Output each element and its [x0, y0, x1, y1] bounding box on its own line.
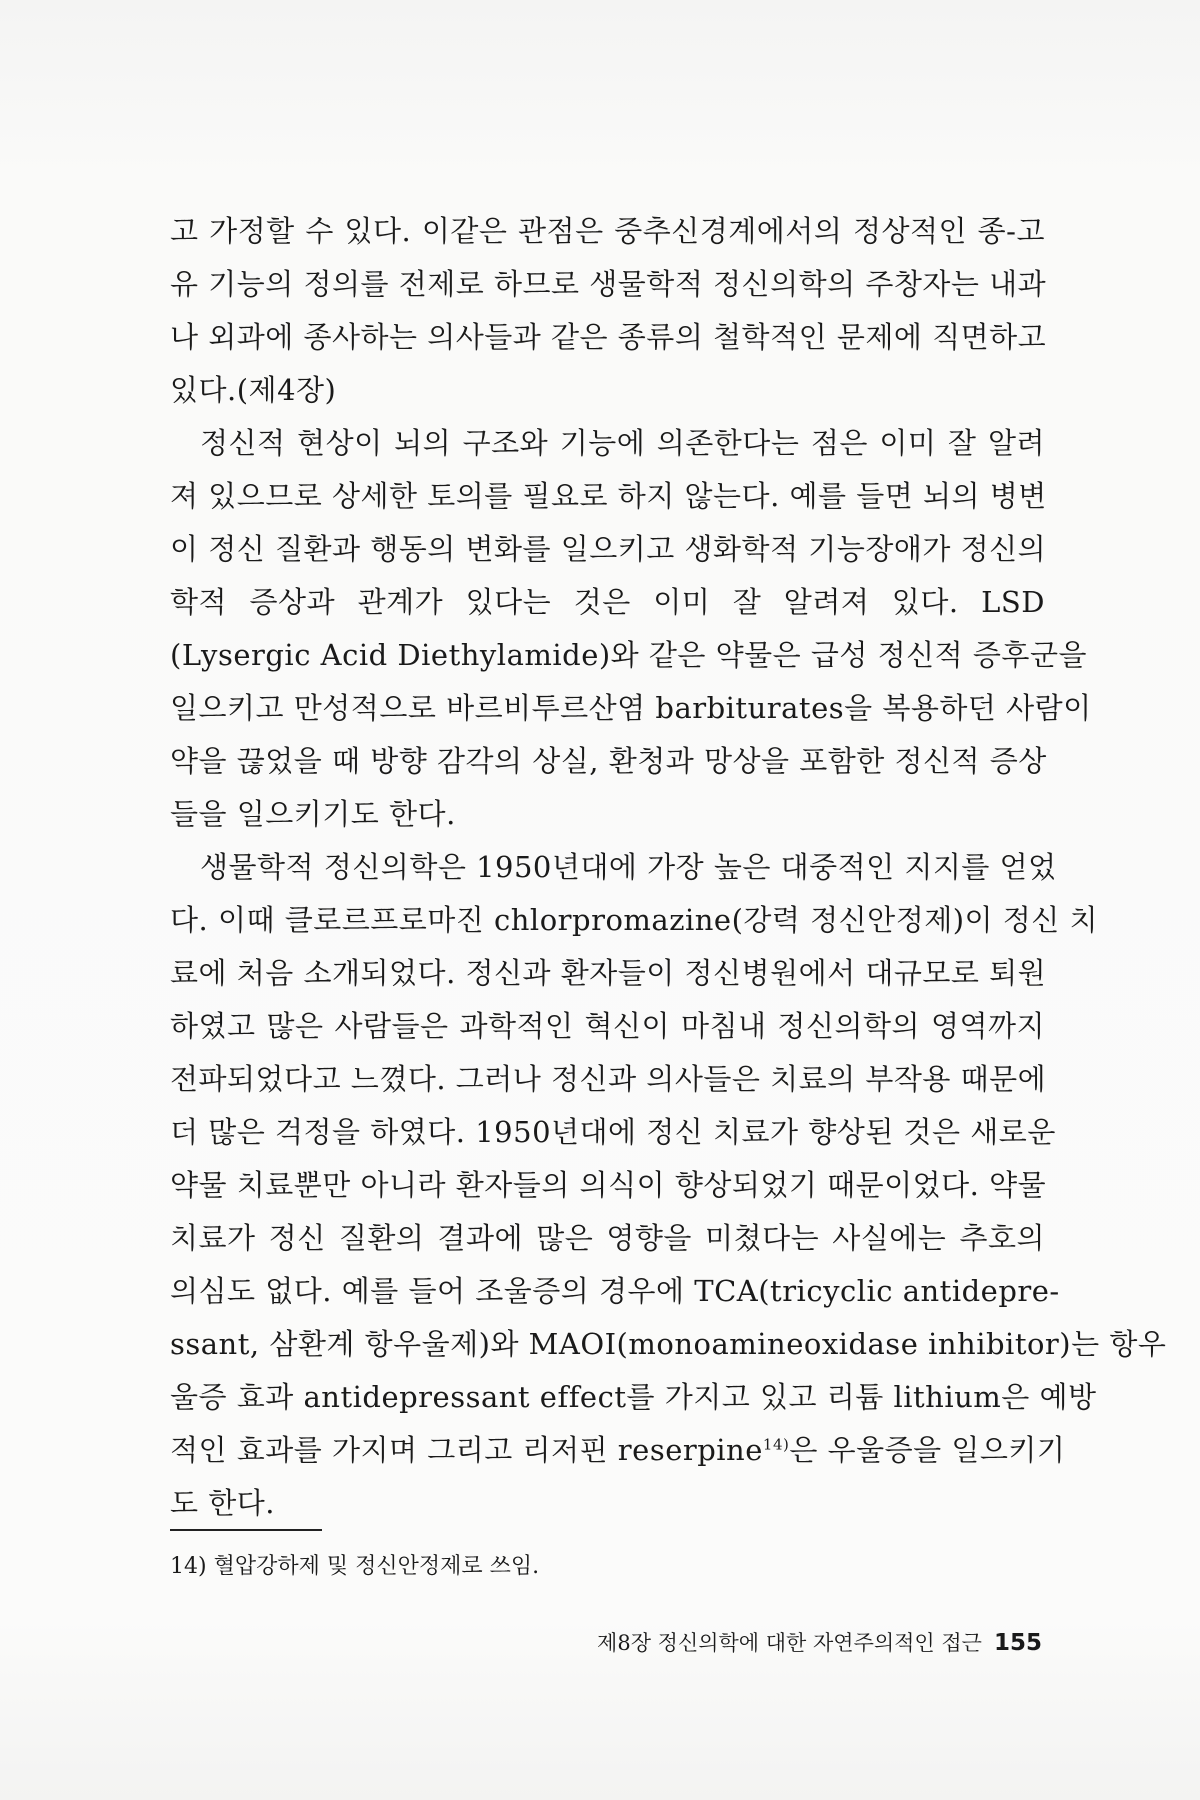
text-line: 더 많은 걱정을 하였다. 1950년대에 정신 치료가 향상된 것은 새로운: [170, 1115, 1056, 1149]
text-line: 울증 효과 antidepressant effect를 가지고 있고 리튬 lithium은 예방: [170, 1380, 1097, 1414]
text-line: (Lysergic Acid Diethylamide)와 같은 약물은 급성 정신적 증후군을: [170, 638, 1087, 672]
running-footer: [597, 1627, 1042, 1659]
text-line: ssant, 삼환계 항우울제)와 MAOI(monoamineoxidase inhibitor)는 항우: [170, 1327, 1167, 1361]
text-line: 다. 이때 클로르프로마진 chlorpromazine(강력 정신안정제)이 정신 치: [170, 903, 1099, 937]
text-line: 료에 처음 소개되었다. 정신과 환자들이 정신병원에서 대규모로 퇴원: [170, 956, 1047, 990]
text-line: 학적 증상과 관계가 있다는 것은 이미 잘 알려져 있다. LSD: [170, 585, 1045, 619]
text-line: 고 가정할 수 있다. 이같은 관점은 중추신경계에서의 정상적인 종-고: [170, 214, 1045, 248]
text-line: 전파되었다고 느꼈다. 그러나 정신과 의사들은 치료의 부작용 때문에: [170, 1062, 1047, 1096]
text-segment: 적인 효과를 가지며 그리고 리저핀 reserpine: [170, 1433, 763, 1467]
text-line: 져 있으므로 상세한 토의를 필요로 하지 않는다. 예를 들면 뇌의 병변: [170, 479, 1047, 513]
text-line: 일으키고 만성적으로 바르비투르산염 barbiturates을 복용하던 사람이: [170, 691, 1092, 725]
text-line: 유 기능의 정의를 전제로 하므로 생물학적 정신의학의 주창자는 내과: [170, 267, 1047, 301]
body-text: [170, 205, 1167, 1530]
text-line: 약을 끊었을 때 방향 감각의 상실, 환청과 망상을 포함한 정신적 증상: [170, 744, 1047, 778]
text-line: 의심도 없다. 예를 들어 조울증의 경우에 TCA(tricyclic antidepre-: [170, 1274, 1060, 1308]
text-line: 있다.(제4장): [170, 373, 337, 407]
text-line: 약물 치료뿐만 아니라 환자들의 의식이 향상되었기 때문이었다. 약물: [170, 1168, 1047, 1202]
page-number: 155: [993, 1630, 1042, 1656]
text-line-with-footnote-ref: [170, 1424, 1066, 1477]
text-segment: 은 우울증을 일으키기: [789, 1433, 1066, 1467]
footnote-reference[interactable]: 14): [762, 1435, 790, 1454]
text-line: 정신적 현상이 뇌의 구조와 기능에 의존한다는 점은 이미 잘 알려: [200, 426, 1045, 460]
text-line: 도 한다.: [170, 1486, 275, 1520]
text-line: 들을 일으키기도 한다.: [170, 797, 456, 831]
text-line: 하였고 많은 사람들은 과학적인 혁신이 마침내 정신의학의 영역까지: [170, 1009, 1045, 1043]
text-line: 이 정신 질환과 행동의 변화를 일으키고 생화학적 기능장애가 정신의: [170, 532, 1047, 566]
footnote: 14) 혈압강하제 및 정신안정제로 쓰임.: [170, 1554, 540, 1579]
chapter-title: 제8장 정신의학에 대한 자연주의적인 접근: [597, 1631, 982, 1655]
footnote-divider: [170, 1529, 322, 1531]
text-line: 치료가 정신 질환의 결과에 많은 영향을 미쳤다는 사실에는 추호의: [170, 1221, 1045, 1255]
text-line: 나 외과에 종사하는 의사들과 같은 종류의 철학적인 문제에 직면하고: [170, 320, 1047, 354]
text-line: 생물학적 정신의학은 1950년대에 가장 높은 대중적인 지지를 얻었: [200, 850, 1057, 884]
